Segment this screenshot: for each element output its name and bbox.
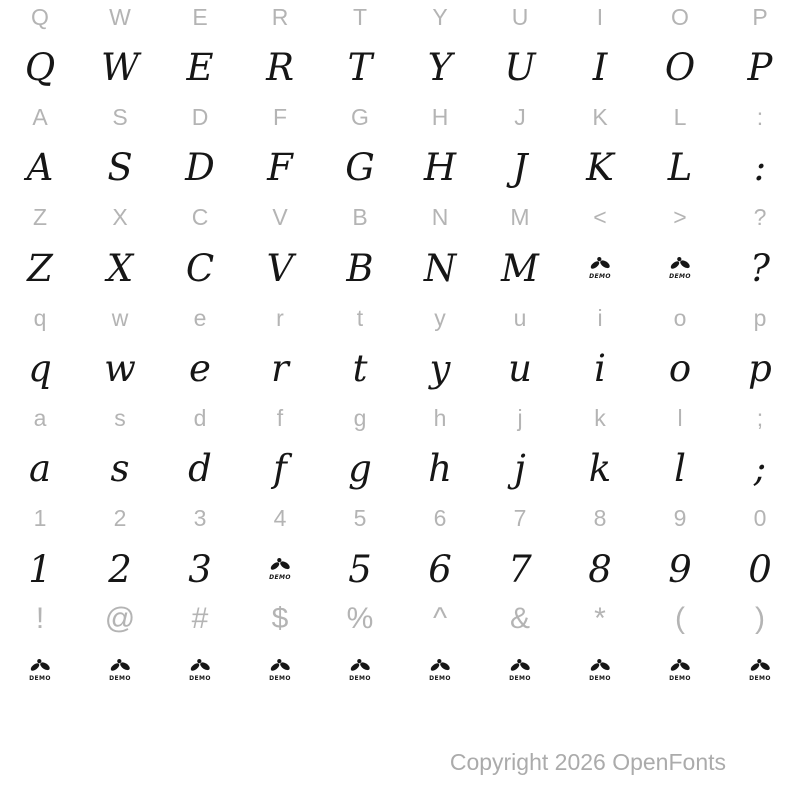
glyph-cell: d — [193, 405, 207, 432]
glyph-cell: > — [673, 204, 687, 231]
glyph-cell: ^ — [432, 602, 448, 636]
glyph-cell: q — [28, 346, 52, 390]
svg-text:DEMO: DEMO — [669, 273, 691, 281]
glyph-row-13 — [0, 594, 800, 644]
glyph-cell: f — [273, 447, 287, 491]
glyph-cell: A — [26, 146, 54, 190]
glyph-cell: C — [185, 246, 215, 290]
glyph-cell: K — [592, 103, 608, 130]
glyph-cell: Y — [432, 3, 448, 30]
svg-text:DEMO: DEMO — [589, 273, 611, 281]
glyph-cell: N — [431, 204, 449, 231]
glyph-cell: 2 — [108, 547, 132, 591]
glyph-cell: L — [667, 146, 693, 190]
glyph-cell: Z — [27, 246, 53, 290]
demo-placeholder-icon — [667, 256, 693, 280]
glyph-cell: O — [664, 45, 696, 89]
glyph-cell: a — [28, 447, 52, 491]
glyph-cell: ? — [753, 204, 767, 231]
glyph-cell: u — [513, 304, 527, 331]
glyph-cell: O — [671, 3, 689, 30]
glyph-cell: o — [668, 346, 692, 390]
glyph-cell: H — [431, 103, 449, 130]
glyph-cell: w — [111, 304, 129, 331]
glyph-cell: C — [191, 204, 209, 231]
glyph-row-9 — [0, 394, 800, 444]
demo-placeholder-icon — [587, 256, 613, 280]
glyph-cell: u — [508, 346, 532, 390]
glyph-cell: I — [596, 3, 604, 30]
glyph-cell: 1 — [28, 547, 52, 591]
glyph-cell: G — [345, 146, 375, 190]
glyph-cell: j — [514, 447, 526, 491]
glyph-cell: p — [753, 304, 767, 331]
glyph-cell: s — [110, 447, 130, 491]
glyph-cell: 6 — [428, 547, 452, 591]
glyph-cell: w — [104, 346, 136, 390]
glyph-cell: l — [677, 405, 683, 432]
glyph-cell: 3 — [193, 505, 207, 532]
glyph-cell: h — [433, 405, 447, 432]
svg-text:DEMO: DEMO — [349, 674, 371, 682]
svg-text:DEMO: DEMO — [669, 674, 691, 682]
glyph-row-3 — [0, 92, 800, 142]
glyph-cell: V — [266, 246, 294, 290]
glyph-cell: a — [33, 405, 47, 432]
glyph-cell: U — [511, 3, 529, 30]
glyph-cell: @ — [104, 602, 136, 636]
glyph-cell: Z — [32, 204, 48, 231]
glyph-cell: P — [752, 3, 768, 30]
svg-text:DEMO: DEMO — [269, 674, 291, 682]
glyph-cell: l — [674, 447, 686, 491]
glyph-cell: # — [191, 602, 209, 636]
glyph-cell: F — [272, 103, 288, 130]
glyph-cell: 0 — [753, 505, 767, 532]
demo-glyph-cell — [240, 544, 320, 594]
glyph-cell: 5 — [353, 505, 367, 532]
glyph-cell: D — [185, 146, 215, 190]
demo-glyph-cell — [640, 644, 720, 694]
glyph-cell: D — [191, 103, 209, 130]
glyph-cell: B — [352, 204, 368, 231]
glyph-row-1 — [0, 0, 800, 42]
glyph-cell: S — [112, 103, 128, 130]
glyph-cell: J — [514, 103, 526, 130]
glyph-cell: $ — [271, 602, 289, 636]
glyph-cell: p — [748, 346, 772, 390]
glyph-cell: ( — [675, 602, 685, 636]
glyph-cell: 4 — [273, 505, 287, 532]
glyph-cell: G — [351, 103, 369, 130]
glyph-cell: ; — [753, 447, 767, 491]
glyph-cell: R — [266, 45, 294, 89]
glyph-cell: X — [112, 204, 128, 231]
svg-text:DEMO: DEMO — [189, 674, 211, 682]
glyph-cell: E — [192, 3, 208, 30]
glyph-cell: 8 — [588, 547, 612, 591]
glyph-cell: 7 — [508, 547, 532, 591]
demo-placeholder-icon — [107, 658, 133, 682]
glyph-cell: f — [276, 405, 284, 432]
glyph-cell: T — [352, 3, 368, 30]
demo-glyph-cell — [400, 644, 480, 694]
glyph-row-11 — [0, 494, 800, 544]
glyph-cell: & — [509, 602, 530, 636]
glyph-cell: y — [434, 304, 446, 331]
glyph-cell: * — [594, 602, 606, 636]
glyph-cell: e — [189, 346, 211, 390]
glyph-row-8 — [0, 343, 800, 393]
demo-glyph-cell — [160, 644, 240, 694]
glyph-cell: W — [109, 3, 131, 30]
glyph-cell: A — [32, 103, 48, 130]
glyph-row-10 — [0, 444, 800, 494]
glyph-cell: W — [100, 45, 140, 89]
svg-text:DEMO: DEMO — [29, 674, 51, 682]
demo-placeholder-icon — [187, 658, 213, 682]
demo-glyph-cell — [720, 644, 800, 694]
demo-placeholder-icon — [507, 658, 533, 682]
demo-glyph-cell — [560, 243, 640, 293]
svg-text:DEMO: DEMO — [749, 674, 771, 682]
glyph-cell: Y — [427, 45, 453, 89]
glyph-cell: ) — [755, 602, 765, 636]
demo-glyph-cell — [640, 243, 720, 293]
glyph-cell: < — [593, 204, 607, 231]
glyph-cell: F — [267, 146, 293, 190]
glyph-cell: g — [348, 447, 372, 491]
glyph-cell: 3 — [188, 547, 212, 591]
glyph-cell: X — [106, 246, 134, 290]
glyph-cell: e — [193, 304, 207, 331]
demo-placeholder-icon — [427, 658, 453, 682]
glyph-cell: r — [271, 346, 289, 390]
demo-placeholder-icon — [267, 557, 293, 581]
glyph-cell: 2 — [113, 505, 127, 532]
glyph-cell: E — [186, 45, 214, 89]
glyph-cell: 5 — [348, 547, 372, 591]
glyph-cell: M — [501, 246, 539, 290]
demo-placeholder-icon — [27, 658, 53, 682]
glyph-row-7 — [0, 293, 800, 343]
glyph-row-5 — [0, 193, 800, 243]
glyph-cell: q — [33, 304, 47, 331]
glyph-row-12 — [0, 544, 800, 594]
demo-glyph-cell — [0, 644, 80, 694]
glyph-cell: T — [347, 45, 373, 89]
demo-glyph-cell — [480, 644, 560, 694]
glyph-cell: k — [594, 405, 606, 432]
glyph-row-14 — [0, 644, 800, 694]
glyph-cell: : — [753, 146, 767, 190]
glyph-cell: r — [276, 304, 284, 331]
demo-glyph-cell — [80, 644, 160, 694]
demo-placeholder-icon — [267, 658, 293, 682]
glyph-cell: Q — [31, 3, 49, 30]
glyph-cell: y — [429, 346, 451, 390]
glyph-cell: : — [756, 103, 764, 130]
demo-glyph-cell — [560, 644, 640, 694]
glyph-row-2 — [0, 42, 800, 92]
glyph-cell: t — [352, 346, 368, 390]
glyph-cell: 1 — [33, 505, 47, 532]
glyph-cell: 9 — [673, 505, 687, 532]
glyph-cell: t — [356, 304, 364, 331]
demo-glyph-cell — [320, 644, 400, 694]
glyph-cell: h — [428, 447, 452, 491]
glyph-cell: N — [423, 246, 457, 290]
glyph-cell: i — [594, 346, 606, 390]
glyph-cell: s — [114, 405, 126, 432]
glyph-cell: 9 — [668, 547, 692, 591]
glyph-cell: H — [423, 146, 457, 190]
svg-text:DEMO: DEMO — [589, 674, 611, 682]
glyph-cell: ? — [750, 246, 770, 290]
glyph-cell: P — [747, 45, 773, 89]
glyph-cell: J — [512, 146, 528, 190]
glyph-cell: i — [597, 304, 603, 331]
demo-placeholder-icon — [587, 658, 613, 682]
glyph-cell: ! — [35, 602, 45, 636]
glyph-cell: % — [346, 602, 374, 636]
glyph-cell: R — [271, 3, 289, 30]
glyph-cell: K — [586, 146, 614, 190]
svg-text:DEMO: DEMO — [109, 674, 131, 682]
glyph-cell: M — [510, 204, 530, 231]
demo-glyph-cell — [240, 644, 320, 694]
glyph-cell: L — [673, 103, 687, 130]
glyph-row-6 — [0, 243, 800, 293]
glyph-cell: Q — [24, 45, 56, 89]
demo-placeholder-icon — [747, 658, 773, 682]
glyph-cell: S — [107, 146, 133, 190]
demo-placeholder-icon — [667, 658, 693, 682]
glyph-cell: B — [346, 246, 374, 290]
glyph-cell: 0 — [748, 547, 772, 591]
glyph-cell: V — [272, 204, 288, 231]
glyph-cell: o — [673, 304, 687, 331]
glyph-row-4 — [0, 143, 800, 193]
glyph-cell: 6 — [433, 505, 447, 532]
demo-placeholder-icon — [347, 658, 373, 682]
glyph-cell: k — [588, 447, 612, 491]
svg-text:DEMO: DEMO — [269, 574, 291, 582]
svg-text:DEMO: DEMO — [509, 674, 531, 682]
glyph-cell: ; — [756, 405, 764, 432]
svg-text:DEMO: DEMO — [429, 674, 451, 682]
copyright-text: Copyright 2026 OpenFonts — [449, 749, 726, 775]
glyph-cell: 8 — [593, 505, 607, 532]
glyph-cell: I — [592, 45, 608, 89]
glyph-cell: g — [353, 405, 367, 432]
glyph-cell: j — [517, 405, 523, 432]
glyph-cell: U — [504, 45, 536, 89]
glyph-cell: d — [188, 447, 212, 491]
glyph-cell: 7 — [513, 505, 527, 532]
